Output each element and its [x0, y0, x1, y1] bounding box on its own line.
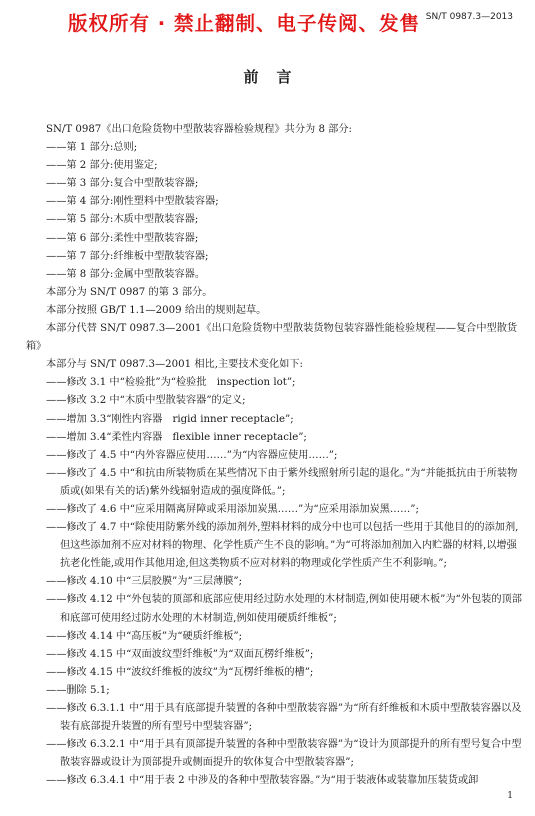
page-number: 1	[507, 791, 513, 801]
paragraph: ——修改了 4.5 中“和抗由所装物质在某些情况下由于紫外线照射所引起的退化。”为“并能抵抗由于所装物质或(如果有关的话)紫外线辐射造成的强度降低。”;	[46, 467, 518, 497]
standard-number: SN/T 0987.3—2013	[425, 12, 513, 22]
paragraph: ——修改 4.14 中“高压板”为“硬质纤维板”;	[46, 630, 243, 642]
paragraph: 本部分为 SN/T 0987 的第 3 部分。	[46, 286, 213, 298]
paragraph: ——第 4 部分:刚性塑料中型散装容器;	[46, 196, 219, 208]
page-title: 前言	[243, 68, 310, 86]
copyright-watermark: 版权所有 · 禁止翻制、电子传阅、发售	[68, 12, 420, 35]
paragraph: ——第 3 部分:复合中型散装容器;	[46, 178, 199, 190]
paragraph: ——修改 4.12 中“外包装的顶部和底部应使用经过防水处理的木材制造,例如使用硬木板”为“外包装的顶部和底部可使用经过防水处理的木材制造,例如使用硬质纤维板”;	[46, 594, 522, 624]
paragraph: ——修改 6.3.4.1 中“用于表 2 中涉及的各种中型散装容器。”为“用于装液体或装靠加压装货或卸	[46, 775, 479, 787]
paragraph: ——修改 6.3.2.1 中“用于具有顶部提升装置的各种中型散装容器”为“设计为顶部提升的所有型号复合中型散装容器或设计为顶部提升或侧面提升的软体复合中型散装容器”;	[46, 739, 522, 769]
paragraph: ——修改 3.1 中“检验批”为“检验批 inspection lot”;	[46, 377, 296, 389]
paragraph: ——增加 3.4“柔性内容器 flexible inner receptacle”;	[46, 431, 307, 443]
paragraph: 本部分按照 GB/T 1.1—2009 给出的规则起草。	[46, 304, 267, 316]
paragraph: ——第 2 部分:使用鉴定;	[46, 160, 158, 172]
paragraph: ——第 7 部分:纤维板中型散装容器;	[46, 250, 209, 262]
paragraph: 本部分代替 SN/T 0987.3—2001《出口危险货物中型散装货物包装容器性能检验规程——复合中型散货箱》	[26, 323, 518, 353]
paragraph: ——修改 4.10 中“三层胶膜”为“三层薄膜”;	[46, 576, 243, 588]
paragraph: ——修改 4.15 中“双面波纹型纤维板”为“双面瓦楞纤维板”;	[46, 648, 314, 660]
paragraph: ——修改 3.2 中“木质中型散装容器”的定义;	[46, 395, 246, 407]
paragraph: ——第 1 部分:总则;	[46, 142, 138, 154]
paragraph: ——删除 5.1;	[46, 684, 110, 696]
paragraph: ——第 8 部分:金属中型散装容器。	[46, 268, 206, 280]
paragraph: ——第 6 部分:柔性中型散装容器;	[46, 232, 199, 244]
foreword-body	[26, 121, 522, 790]
paragraph: ——第 5 部分:木质中型散装容器;	[46, 214, 199, 226]
paragraph: ——增加 3.3“刚性内容器 rigid inner receptacle”;	[46, 413, 294, 425]
paragraph: ——修改 4.15 中“波纹纤维板的波纹”为“瓦楞纤维板的槽”;	[46, 666, 314, 678]
paragraph: SN/T 0987《出口危险货物中型散装容器检验规程》共分为 8 部分:	[46, 124, 352, 135]
paragraph: ——修改了 4.5 中“内外容器应使用……”为“内容器应使用……”;	[46, 449, 338, 461]
paragraph: ——修改 6.3.1.1 中“用于具有底部提升装置的各种中型散装容器”为“所有纤维板和木质中型散装容器以及装有底部提升装置的所有型号中型装容器”;	[46, 703, 522, 733]
paragraph: 本部分与 SN/T 0987.3—2001 相比,主要技术变化如下:	[46, 359, 303, 371]
paragraph: ——修改了 4.7 中“除使用防紫外线的添加剂外,塑料材料的成分中也可以包括一些用于其他目的的添加剂,但这些添加剂不应对材料的物理、化学性质产生不良的影响。”为“可将添加剂加入内贮器的材料,以增强抗老化性能,或用作其他用途,但这类物质不应对材料的物理或化学性质产生不利影响。”;	[46, 522, 519, 570]
paragraph: ——修改了 4.6 中“应采用隔离屏障或采用添加炭黑……”为“应采用添加炭黑……”;	[46, 503, 419, 515]
